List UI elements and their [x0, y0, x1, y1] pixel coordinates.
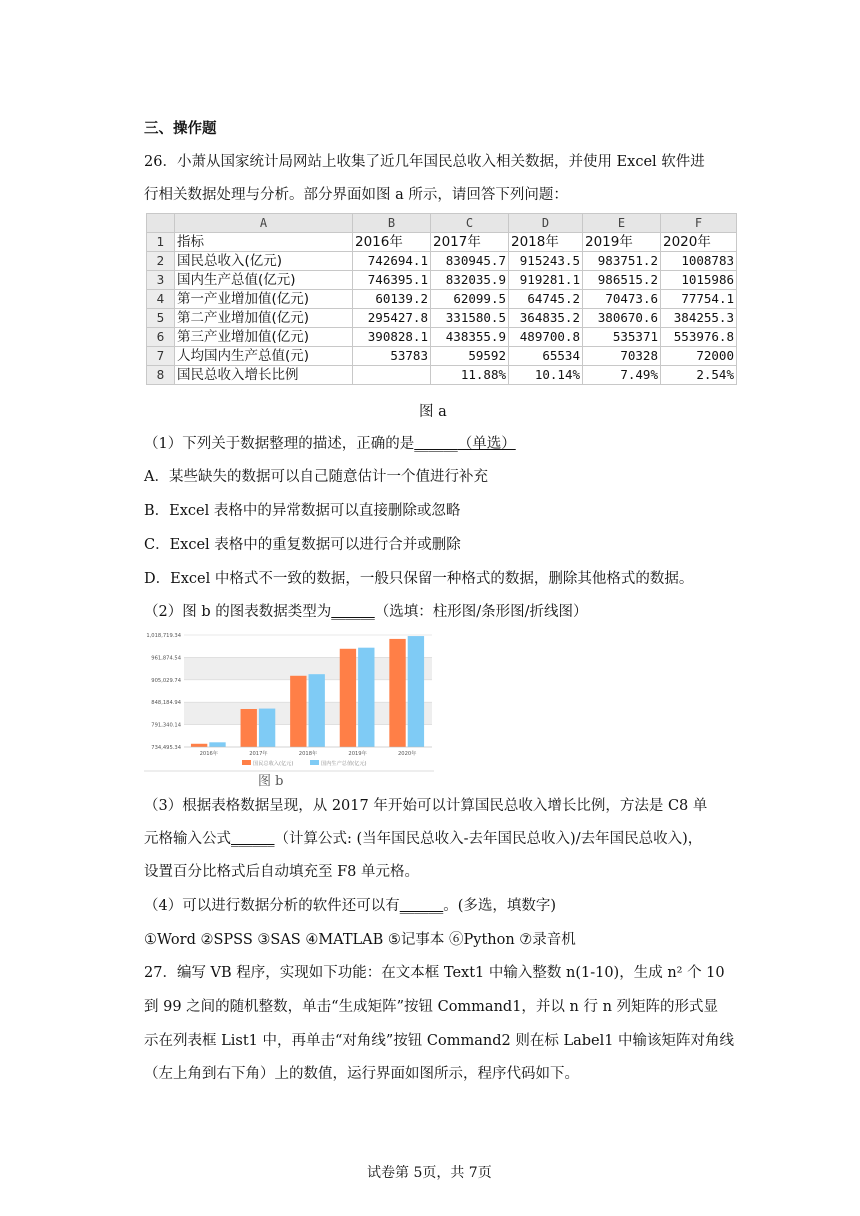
table-row — [147, 290, 737, 309]
table-cell: 指标 — [175, 233, 353, 252]
table-cell: 535371 — [583, 328, 661, 347]
y-tick-label: 1,018,719.34 — [146, 633, 181, 639]
column-header: C — [431, 214, 509, 233]
bar — [290, 676, 306, 747]
figure-b-bar-chart — [144, 630, 434, 772]
table-cell: 人均国内生产总值(元) — [175, 347, 353, 366]
x-tick-label: 2018年 — [298, 751, 318, 757]
q27-line3: 示在列表框 List1 中，再单击“对角线”按钮 Command2 则在标 Label1 中输该矩阵对角线 — [144, 1033, 735, 1049]
y-tick-label: 848,184.94 — [151, 700, 181, 707]
table-cell: 1015986 — [661, 271, 737, 290]
option-d: D．Excel 中格式不一致的数据，一般只保留一种格式的数据，删除其他格式的数据。 — [144, 571, 694, 587]
sub3-line2-tail: （计算公式: (当年国民总收入-去年国民总收入)/去年国民总收入)， — [274, 831, 703, 847]
sub3-line2-text: 元格输入公式 — [144, 831, 231, 847]
table-row — [147, 347, 737, 366]
sub4-tail: 。(多选，填数字) — [443, 898, 557, 914]
bar — [309, 674, 325, 747]
column-header: E — [583, 214, 661, 233]
table-cell: 65534 — [509, 347, 583, 366]
x-tick-label: 2019年 — [348, 751, 367, 757]
q26-sub3-line3: 设置百分比格式后自动填充至 F8 单元格。 — [144, 864, 420, 880]
sub2-stem-text: （2）图 b 的图表数据类型为 — [144, 604, 332, 620]
table-cell: 2.54% — [661, 366, 737, 385]
table-cell: 59592 — [431, 347, 509, 366]
row-header: 6 — [147, 328, 175, 347]
sub1-blank: ______ — [414, 436, 458, 452]
table-cell: 390828.1 — [353, 328, 431, 347]
table-cell: 62099.5 — [431, 290, 509, 309]
q26-sub1-stem — [144, 434, 516, 454]
q26-sub4-options: ①Word ②SPSS ③SAS ④MATLAB ⑤记事本 ⑥Python ⑦录音机 — [144, 932, 576, 948]
table-cell: 国内生产总值(亿元) — [175, 271, 353, 290]
table-cell: 2018年 — [509, 233, 583, 252]
table-cell: 第一产业增加值(亿元) — [175, 290, 353, 309]
table-cell: 77754.1 — [661, 290, 737, 309]
table-cell: 70473.6 — [583, 290, 661, 309]
table-cell: 第二产业增加值(亿元) — [175, 309, 353, 328]
sub3-blank: ______ — [231, 831, 275, 847]
row-header: 4 — [147, 290, 175, 309]
table-cell: 331580.5 — [431, 309, 509, 328]
row-header: 8 — [147, 366, 175, 385]
row-header: 1 — [147, 233, 175, 252]
option-b: B．Excel 表格中的异常数据可以直接删除或忽略 — [144, 503, 461, 519]
row-header: 2 — [147, 252, 175, 271]
y-tick-label: 961,874.54 — [151, 655, 181, 662]
table-cell: 438355.9 — [431, 328, 509, 347]
sub2-tail: （选填：柱形图/条形图/折线图） — [374, 604, 588, 620]
table-cell: 915243.5 — [509, 252, 583, 271]
y-tick-label: 791,340.14 — [151, 722, 181, 729]
table-cell: 832035.9 — [431, 271, 509, 290]
q27-line2: 到 99 之间的随机整数，单击“生成矩阵”按钮 Command1，并以 n 行 n 列矩阵的形式显 — [144, 999, 719, 1015]
q26-sub4 — [144, 896, 556, 916]
row-header: 7 — [147, 347, 175, 366]
section-heading: 三、操作题 — [144, 120, 217, 137]
column-header: F — [661, 214, 737, 233]
option-a: A．某些缺失的数据可以自己随意估计一个值进行补充 — [144, 469, 488, 485]
table-cell: 2020年 — [661, 233, 737, 252]
table-cell: 1008783 — [661, 252, 737, 271]
bar — [241, 709, 257, 747]
legend-label: 国内生产总值(亿元) — [321, 761, 367, 767]
figure-a-caption: 图 a — [419, 404, 447, 420]
column-header-row — [147, 214, 737, 233]
table-cell: 983751.2 — [583, 252, 661, 271]
table-row — [147, 366, 737, 385]
table-cell: 986515.2 — [583, 271, 661, 290]
x-tick-label: 2020年 — [398, 751, 417, 757]
corner-cell — [147, 214, 175, 233]
table-row — [147, 328, 737, 347]
figure-b-caption: 图 b — [258, 774, 284, 789]
bar — [340, 649, 356, 747]
q26-intro-line2: 行相关数据处理与分析。部分界面如图 a 所示，请回答下列问题： — [144, 187, 568, 203]
table-cell: 295427.8 — [353, 309, 431, 328]
table-cell: 7.49% — [583, 366, 661, 385]
page-footer: 试卷第 5页，共 7页 — [367, 1165, 492, 1181]
q27-line4: （左上角到右下角）上的数值，运行界面如图所示，程序代码如下。 — [144, 1066, 579, 1082]
sub2-blank: ______ — [331, 604, 375, 620]
legend-label: 国民总收入(亿元) — [253, 761, 294, 767]
legend-swatch — [242, 760, 251, 765]
y-tick-label: 905,029.74 — [151, 677, 181, 684]
option-c: C．Excel 表格中的重复数据可以进行合并或删除 — [144, 537, 461, 553]
bar — [389, 639, 405, 747]
table-row — [147, 271, 737, 290]
table-cell: 830945.7 — [431, 252, 509, 271]
q26-sub3-line1: （3）根据表格数据呈现，从 2017 年开始可以计算国民总收入增长比例，方法是 C8 单 — [144, 798, 708, 814]
sub4-blank: ______ — [399, 898, 444, 914]
table-cell: 72000 — [661, 347, 737, 366]
legend-swatch — [310, 760, 319, 765]
q26-intro-line1: 26．小萧从国家统计局网站上收集了近几年国民总收入相关数据，并使用 Excel 软件进 — [144, 154, 705, 170]
table-cell: 国民总收入(亿元) — [175, 252, 353, 271]
table-cell: 384255.3 — [661, 309, 737, 328]
q27-line1: 27．编写 VB 程序，实现如下功能：在文本框 Text1 中输入整数 n(1-10)，生成 n² 个 10 — [144, 965, 725, 981]
table-row — [147, 233, 737, 252]
table-cell: 2016年 — [353, 233, 431, 252]
table-cell: 489700.8 — [509, 328, 583, 347]
bar — [358, 648, 374, 747]
table-cell: 746395.1 — [353, 271, 431, 290]
table-cell: 60139.2 — [353, 290, 431, 309]
row-header: 3 — [147, 271, 175, 290]
bar — [191, 744, 207, 747]
sub1-tail: （单选） — [457, 436, 516, 452]
x-tick-label: 2017年 — [249, 751, 268, 757]
table-cell: 11.88% — [431, 366, 509, 385]
table-row — [147, 309, 737, 328]
y-tick-label: 734,495.34 — [151, 745, 181, 751]
table-cell — [353, 366, 431, 385]
row-header: 5 — [147, 309, 175, 328]
table-cell: 364835.2 — [509, 309, 583, 328]
table-cell: 64745.2 — [509, 290, 583, 309]
table-cell: 国民总收入增长比例 — [175, 366, 353, 385]
column-header: D — [509, 214, 583, 233]
table-row — [147, 252, 737, 271]
table-cell: 2019年 — [583, 233, 661, 252]
table-cell: 380670.6 — [583, 309, 661, 328]
table-cell: 10.14% — [509, 366, 583, 385]
bar — [209, 742, 225, 747]
sub4-stem-text: （4）可以进行数据分析的软件还可以有 — [144, 898, 400, 914]
table-cell: 553976.8 — [661, 328, 737, 347]
table-cell: 第三产业增加值(亿元) — [175, 328, 353, 347]
table-cell: 742694.1 — [353, 252, 431, 271]
table-cell: 70328 — [583, 347, 661, 366]
sub1-stem-text: （1）下列关于数据整理的描述，正确的是 — [144, 436, 415, 452]
x-tick-label: 2016年 — [199, 751, 218, 757]
q26-sub3-line2 — [144, 829, 702, 849]
column-header: A — [175, 214, 353, 233]
bar — [259, 709, 275, 747]
table-cell: 53783 — [353, 347, 431, 366]
column-header: B — [353, 214, 431, 233]
excel-spreadsheet — [146, 213, 740, 385]
table-cell: 2017年 — [431, 233, 509, 252]
table-cell: 919281.1 — [509, 271, 583, 290]
q26-sub2 — [144, 602, 588, 622]
bar — [408, 636, 424, 747]
